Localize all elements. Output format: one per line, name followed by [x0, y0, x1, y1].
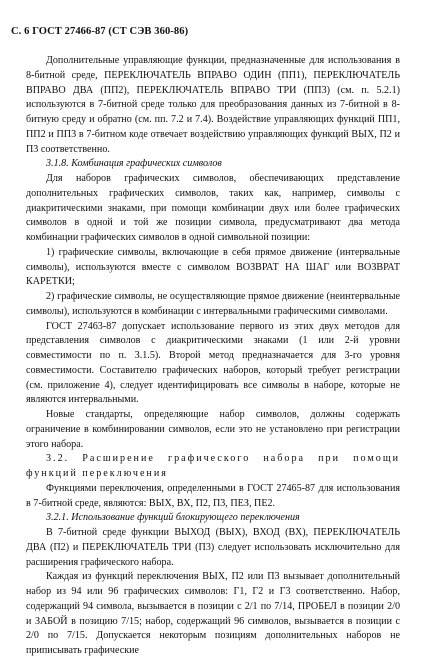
subheading-3-2-1: 3.2.1. Использование функций блокирующего переключения	[46, 512, 300, 524]
subheading-3-1-8: 3.1.8. Комбинация графических символов	[46, 158, 222, 170]
paragraph-shift-functions: Дополнительные управляющие функции, предназначенные для использования в 8-битной среде, ПЕРЕКЛЮЧАТЕЛЬ ВПРАВО ОДИН (ПП1), ПЕРЕКЛЮЧАТЕЛЬ ВПРАВО ДВА (ПП2), ПЕРЕКЛЮЧАТЕЛЬ ВПРАВО ТРИ (ПП3) (см. п. 5.2.1) используются в 7-битной среде только для преобразования данных из 7-битной в 8-битную среду и обратно (см. пп. 7.2 и 7.4). Воздействие управляющих функций ПП1, ПП2 и ПП3 в 7-битном коде отвечает воздействию управляющих функций ВЫХ, П2 и П3 соответственно.	[26, 55, 400, 155]
paragraph-new-standards: Новые стандарты, определяющие набор символов, должны содержать ограничение в комбинировании символов, если это не установлено при регистрации этого набора.	[26, 409, 400, 450]
paragraph-shift-functions-list: Функциями переключения, определенными в ГОСТ 27465-87 для использования в 7-битной среде, являются: ВЫХ, ВХ, П2, П3, ПЕЗ, ПЕ2.	[26, 482, 400, 509]
paragraph-combination-methods: Для наборов графических символов, обеспечивающих представление дополнительных графических символов, таких как, например, символы с диакритическими знаками, при помощи комбинации двух или более графических символов в одной и той же позиции символа, предусматривают два метода комбинации графических символов в одной символьной позиции:	[26, 173, 400, 243]
list-item-1: 1) графические символы, включающие в себя прямое движение (интервальные символы), используются вместе с символом ВОЗВРАТ НА ШАГ или ВОЗВРАТ КАРЕТКИ;	[26, 246, 400, 288]
section-heading-3-2: 3.2. Расширение графического набора при помощи функций переключения	[26, 453, 400, 479]
paragraph-7bit-functions: В 7-битной среде функции ВЫХОД (ВЫХ), ВХОД (ВХ), ПЕРЕКЛЮЧАТЕЛЬ ДВА (П2) и ПЕРЕКЛЮЧАТЕЛЬ ТРИ (П3) следует использовать исключительно для расширения графического набора.	[26, 527, 400, 568]
paragraph-94-96-sets: Каждая из функций переключения ВЫХ, П2 или П3 вызывает дополнительный набор из 94 или 96 графических символов: Г1, Г2 и Г3 соответственно. Набор, содержащий 94 символа, вызывается в позиции с 2/1 по 7/14, ПРОБЕЛ в позиции 2/0 и ЗАБОЙ в позицию 7/15; набор, содержащий 96 символов, вызывается в позиции с 2/0 по 7/15. Допускается некоторым позициям дополнительных наборов не приписывать графические	[26, 571, 400, 656]
page-header: С. 6 ГОСТ 27466-87 (СТ СЭВ 360-86)	[11, 26, 189, 37]
paragraph-gost-27463: ГОСТ 27463-87 допускает использование первого из этих двух методов для представления символов с диакритическими знаками (1 или 2-й уровни совместимости по п. 3.1.5). Второй метод предназначается для 3-го уровня совместимости. Составителю графических наборов, который требует регистрации (см. приложение 4), следует идентифицировать все символы в наборе, которые не являются интервальными.	[26, 320, 400, 406]
document-body	[26, 54, 400, 659]
list-item-2: 2) графические символы, не осуществляющие прямое движение (неинтервальные символы), используются в комбинации с интервальными графическими символами.	[26, 291, 400, 317]
